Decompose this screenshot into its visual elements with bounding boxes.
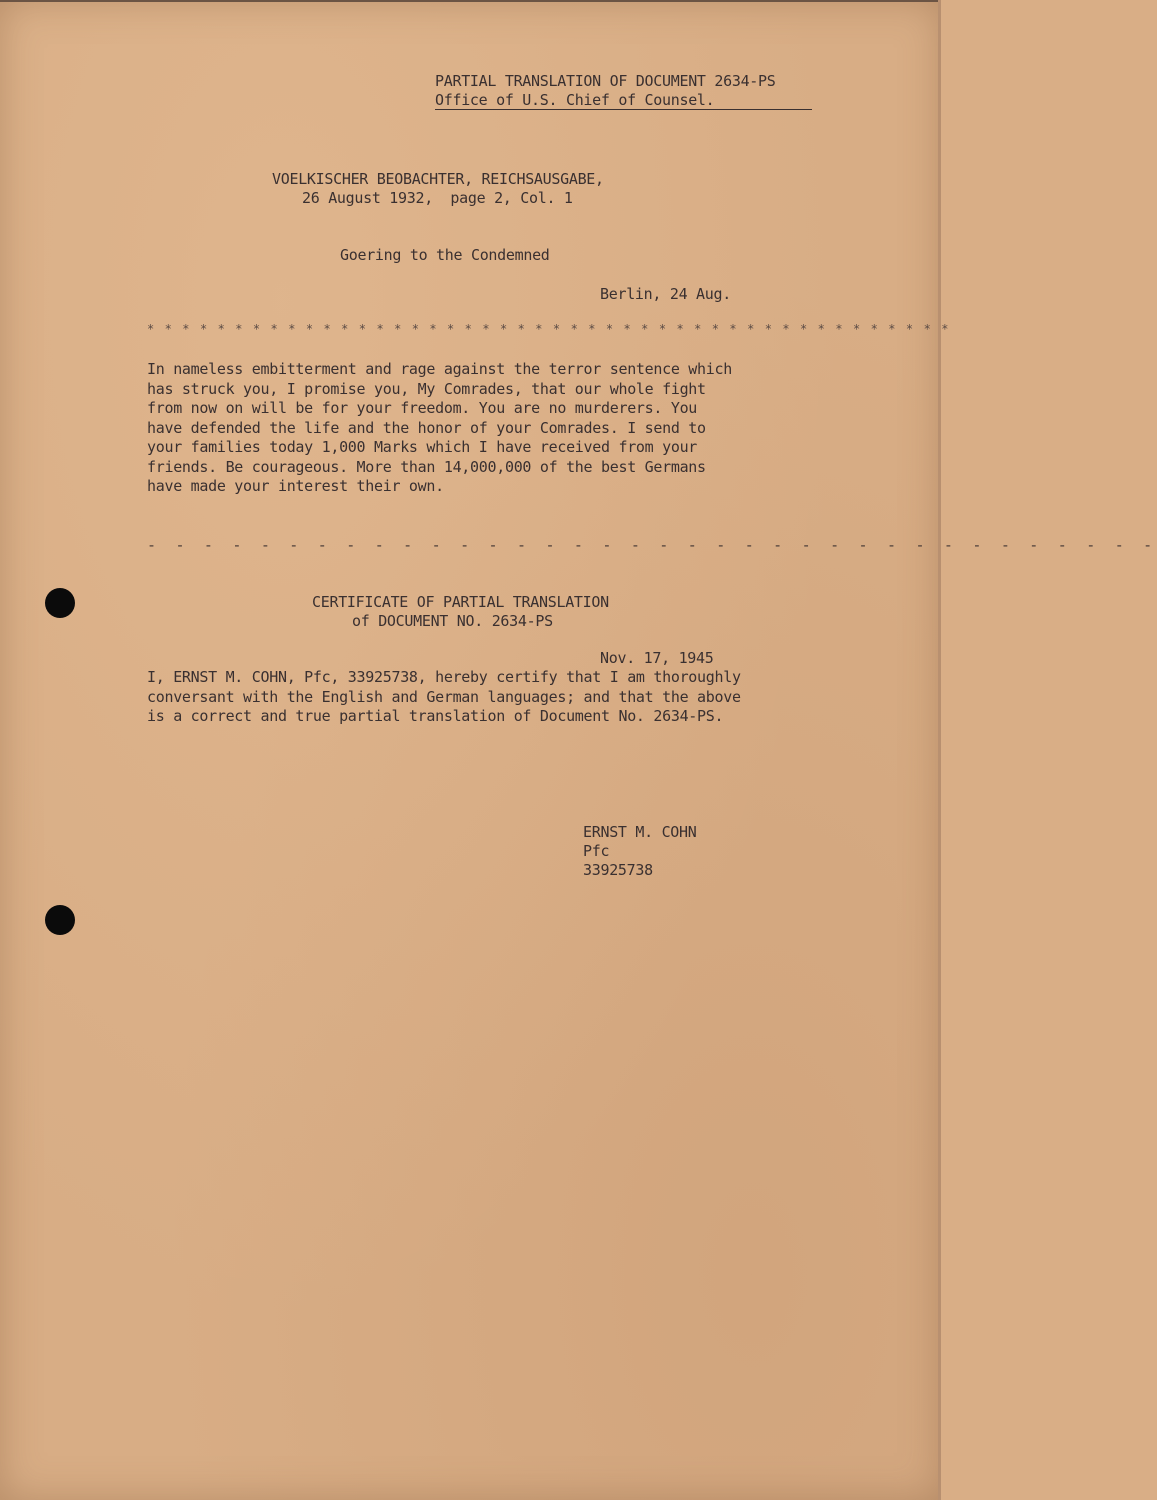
article-title: Goering to the Condemned xyxy=(340,246,550,264)
signature-name: ERNST M. COHN xyxy=(583,823,697,841)
punch-hole-lower xyxy=(45,905,75,935)
dash-divider: - - - - - - - - - - - - - - - - - - - - - - - - - - - - - - - - - - - - xyxy=(147,536,1157,554)
signature-rank: Pfc xyxy=(583,842,610,860)
certificate-title: CERTIFICATE OF PARTIAL TRANSLATION xyxy=(312,593,609,611)
page-right-edge xyxy=(938,0,941,1500)
header-office: Office of U.S. Chief of Counsel. xyxy=(435,91,715,109)
certificate-doc-number: of DOCUMENT NO. 2634-PS xyxy=(352,612,553,630)
source-date-page: 26 August 1932, page 2, Col. 1 xyxy=(302,189,573,207)
certificate-date: Nov. 17, 1945 xyxy=(600,649,714,667)
asterisk-divider: * * * * * * * * * * * * * * * * * * * * * * * * * * * * * * * * * * * * * * * * * * * * * * xyxy=(147,322,951,336)
page-top-edge xyxy=(0,0,941,2)
source-publication: VOELKISCHER BEOBACHTER, REICHSAUSGABE, xyxy=(272,170,604,188)
signature-serial: 33925738 xyxy=(583,861,653,879)
punch-hole-upper xyxy=(45,588,75,618)
header-title: PARTIAL TRANSLATION OF DOCUMENT 2634-PS xyxy=(435,72,776,90)
dateline: Berlin, 24 Aug. xyxy=(600,285,731,303)
header-underline xyxy=(435,109,812,110)
article-body: In nameless embitterment and rage against the terror sentence which has struck you, I promise you, My Comrades, that our whole fight from now on will be for your freedom. You are no murderers. You have defended the life and the honor of your Comrades. I send to your families today 1,000 Marks which I have received from your friends. Be courageous. More than 14,000,000 of the best Germans have made your interest their own. xyxy=(147,360,732,495)
certificate-text: I, ERNST M. COHN, Pfc, 33925738, hereby certify that I am thoroughly conversant with the English and German languages; and that the above is a correct and true partial translation of Document No. 2634-PS. xyxy=(147,668,741,725)
